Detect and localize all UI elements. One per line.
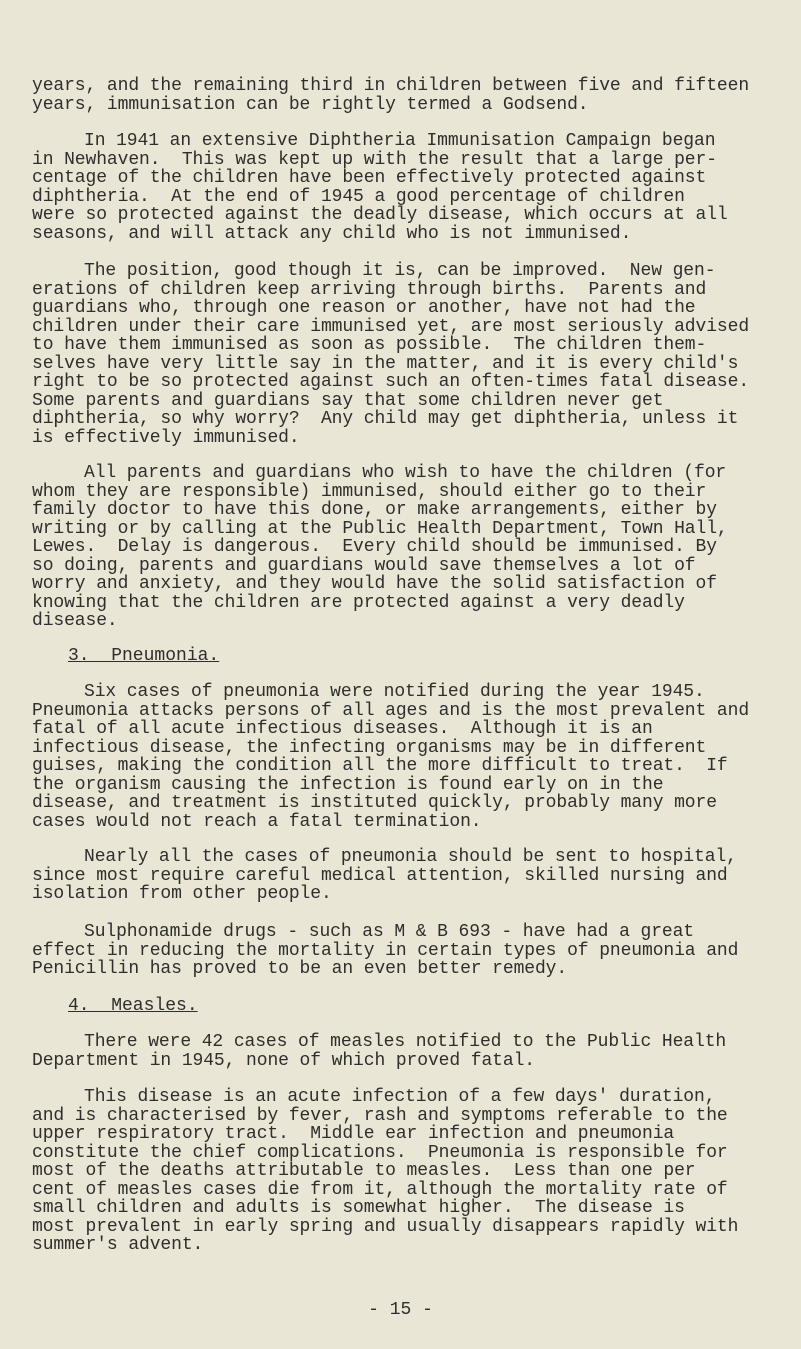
text-line: cent of measles cases die from it, although the mortality rate of bbox=[32, 1179, 728, 1200]
text-line: Sulphonamide drugs - such as M & B 693 - have had a great bbox=[84, 922, 695, 942]
text-line: constitute the chief complications. Pneumonia is responsible for bbox=[32, 1142, 728, 1163]
text-line: Penicillin has proved to be an even better remedy. bbox=[32, 959, 568, 979]
text-line: right to be so protected against such an often-times fatal disease. bbox=[32, 372, 750, 392]
text-line: guises, making the condition all the more difficult to treat. If bbox=[32, 756, 728, 776]
paragraph-parents-guardians bbox=[32, 464, 728, 631]
text-line: diphtheria, so why worry? Any child may get diphtheria, unless it bbox=[32, 409, 739, 429]
text-line: fatal of all acute infectious diseases. Although it is an bbox=[32, 719, 653, 739]
text-line: worry and anxiety, and they would have the solid satisfaction of bbox=[32, 574, 717, 594]
text-line: so doing, parents and guardians would save themselves a lot of bbox=[32, 555, 696, 576]
paragraph-pneumonia-hospital bbox=[32, 848, 737, 904]
text-line: Pneumonia attacks persons of all ages and is the most prevalent and bbox=[32, 700, 750, 721]
text-line: and is characterised by fever, rash and symptoms referable to the bbox=[32, 1105, 728, 1126]
text-line: Department in 1945, none of which proved fatal. bbox=[32, 1050, 535, 1071]
text-line: This disease is an acute infection of a few days' duration, bbox=[84, 1087, 716, 1107]
paragraph-position-improved bbox=[32, 262, 749, 447]
text-line: disease. bbox=[32, 611, 118, 631]
text-line: Lewes. Delay is dangerous. Every child should be immunised. By bbox=[32, 537, 717, 557]
section-heading-pneumonia: 3. Pneumonia. bbox=[68, 646, 220, 666]
paragraph-immunisation-godsend bbox=[32, 77, 749, 114]
text-line: years, immunisation can be rightly termed a Godsend. bbox=[32, 94, 589, 115]
section-heading-measles: 4. Measles. bbox=[68, 996, 198, 1016]
text-line: seasons, and will attack any child who is not immunised. bbox=[32, 223, 632, 244]
text-line: upper respiratory tract. Middle ear infection and pneumonia bbox=[32, 1124, 675, 1144]
text-line: centage of the children have been effectively protected against bbox=[32, 168, 707, 188]
text-line: guardians who, through one reason or another, have not had the bbox=[32, 298, 696, 318]
text-line: In 1941 an extensive Diphtheria Immunisation Campaign began bbox=[84, 131, 716, 151]
text-line: infectious disease, the infecting organisms may be in different bbox=[32, 737, 707, 758]
text-line: summer's advent. bbox=[32, 1235, 204, 1255]
page-number: - 15 - bbox=[368, 1300, 433, 1320]
text-line: children under their care immunised yet, are most seriously advised bbox=[32, 316, 750, 337]
paragraph-sulphonamide bbox=[32, 923, 738, 979]
text-line: Six cases of pneumonia were notified during the year 1945. bbox=[84, 682, 705, 702]
text-line: knowing that the children are protected against a very deadly bbox=[32, 592, 685, 613]
text-line: were so protected against the deadly disease, which occurs at all bbox=[32, 205, 728, 225]
paragraph-pneumonia-cases bbox=[32, 683, 749, 831]
text-line: cases would not reach a fatal termination. bbox=[32, 811, 482, 832]
paragraph-measles-cases bbox=[32, 1033, 726, 1070]
text-line: small children and adults is somewhat higher. The disease is bbox=[32, 1198, 685, 1218]
text-line: writing or by calling at the Public Health Department, Town Hall, bbox=[32, 518, 728, 539]
text-line: effect in reducing the mortality in certain types of pneumonia and bbox=[32, 940, 739, 961]
text-line: in Newhaven. This was kept up with the result that a large per- bbox=[32, 149, 717, 170]
text-line: All parents and guardians who wish to have the children (for bbox=[84, 463, 727, 483]
text-line: diphtheria. At the end of 1945 a good percentage of children bbox=[32, 186, 685, 207]
paragraph-measles-description bbox=[32, 1088, 738, 1255]
text-line: most of the deaths attributable to measles. Less than one per bbox=[32, 1161, 696, 1181]
text-line: selves have very little say in the matter, and it is every child's bbox=[32, 353, 739, 374]
text-line: whom they are responsible) immunised, should either go to their bbox=[32, 481, 707, 502]
text-line: Some parents and guardians say that some children never get bbox=[32, 390, 664, 411]
text-line: Nearly all the cases of pneumonia should be sent to hospital, bbox=[84, 847, 737, 867]
text-line: the organism causing the infection is found early on in the bbox=[32, 774, 664, 795]
text-line: There were 42 cases of measles notified to the Public Health bbox=[84, 1032, 727, 1052]
text-line: since most require careful medical attention, skilled nursing and bbox=[32, 865, 728, 886]
text-line: years, and the remaining third in children between five and fifteen bbox=[32, 76, 750, 96]
paragraph-1941-campaign bbox=[32, 132, 728, 243]
text-line: is effectively immunised. bbox=[32, 427, 300, 448]
text-line: erations of children keep arriving through births. Parents and bbox=[32, 279, 707, 300]
text-line: to have them immunised as soon as possible. The children them- bbox=[32, 335, 707, 355]
text-line: isolation from other people. bbox=[32, 884, 332, 904]
text-line: family doctor to have this done, or make arrangements, either by bbox=[32, 500, 717, 520]
text-line: most prevalent in early spring and usually disappears rapidly with bbox=[32, 1216, 739, 1237]
text-line: The position, good though it is, can be improved. New gen- bbox=[84, 261, 716, 281]
text-line: disease, and treatment is instituted quickly, probably many more bbox=[32, 793, 717, 813]
